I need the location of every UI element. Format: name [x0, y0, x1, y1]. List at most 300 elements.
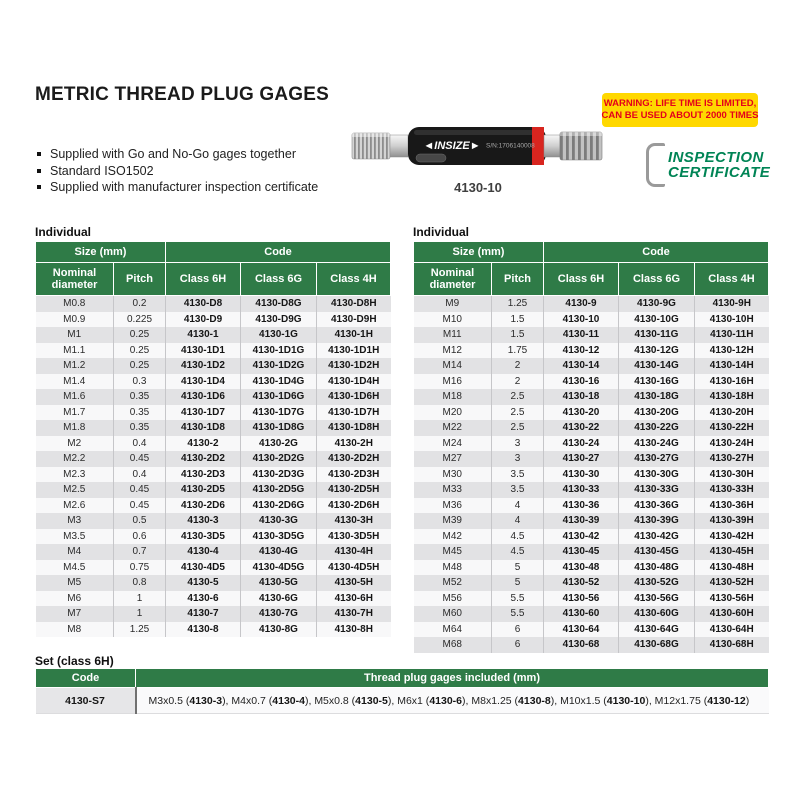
table-row: [414, 296, 769, 312]
cell-code: 4130-45H: [695, 544, 769, 560]
table-row: [36, 544, 391, 560]
cell-pitch: 0.35: [114, 420, 166, 436]
table-row: [36, 575, 391, 591]
cell-code: 4130-1D2H: [317, 358, 391, 374]
cell-code: 4130-18H: [695, 389, 769, 405]
table-row: [414, 467, 769, 483]
cell-nominal-diameter: M1: [36, 327, 114, 343]
table-row: [36, 622, 391, 638]
cell-code: 4130-36H: [695, 498, 769, 514]
cell-code: 4130-52: [544, 575, 619, 591]
cell-code: 4130-14H: [695, 358, 769, 374]
cell-code: 4130-D8G: [241, 296, 317, 312]
cell-pitch: 4.5: [492, 529, 544, 545]
table-row: [36, 343, 391, 359]
cell-nominal-diameter: M18: [414, 389, 492, 405]
cell-code: 4130-2G: [241, 436, 317, 452]
cell-code: 4130-18: [544, 389, 619, 405]
cell-code: 4130-24: [544, 436, 619, 452]
individual-table-right: [413, 241, 769, 653]
set-code-cell: 4130-S7: [36, 688, 136, 714]
cell-nominal-diameter: M16: [414, 374, 492, 390]
cell-pitch: 0.25: [114, 327, 166, 343]
cell-pitch: 5: [492, 575, 544, 591]
cell-code: 4130-20: [544, 405, 619, 421]
cell-code: 4130-2D2G: [241, 451, 317, 467]
cell-code: 4130-1D4: [166, 374, 241, 390]
table-row: [414, 374, 769, 390]
cell-code: 4130-8G: [241, 622, 317, 638]
set-content-cell: M3x0.5 (4130-3), M4x0.7 (4130-4), M5x0.8 (4130-5), M6x1 (4130-6), M8x1.25 (4130-8), M10x1.5 (4130-10), M12x1.75 (4130-12): [136, 688, 769, 714]
cell-code: 4130-30: [544, 467, 619, 483]
cell-code: 4130-33: [544, 482, 619, 498]
cell-code: 4130-1D7G: [241, 405, 317, 421]
cell-code: 4130-4H: [317, 544, 391, 560]
certificate-text: CERTIFICATE: [668, 164, 771, 181]
table-row: [414, 436, 769, 452]
cell-code: 4130-3H: [317, 513, 391, 529]
cell-code: 4130-30H: [695, 467, 769, 483]
cell-nominal-diameter: M1.4: [36, 374, 114, 390]
cell-code: 4130-2D5G: [241, 482, 317, 498]
section-label-set: Set (class 6H): [35, 654, 114, 668]
cell-pitch: 0.25: [114, 343, 166, 359]
feature-text: Standard ISO1502: [50, 163, 154, 178]
cell-code: 4130-56: [544, 591, 619, 607]
cell-code: 4130-10: [544, 312, 619, 328]
cell-code: 4130-48G: [619, 560, 695, 576]
cell-nominal-diameter: M33: [414, 482, 492, 498]
table-row: [36, 529, 391, 545]
cell-code: 4130-6H: [317, 591, 391, 607]
cell-nominal-diameter: M4.5: [36, 560, 114, 576]
cell-code: 4130-1D1H: [317, 343, 391, 359]
cell-code: 4130-16: [544, 374, 619, 390]
cell-nominal-diameter: M7: [36, 606, 114, 622]
cell-pitch: 3.5: [492, 482, 544, 498]
table-row: [36, 591, 391, 607]
cell-pitch: 1.5: [492, 327, 544, 343]
header-class-4h: Class 4H: [317, 263, 391, 296]
section-label-individual: Individual: [413, 225, 470, 239]
cell-nominal-diameter: M10: [414, 312, 492, 328]
cell-code: 4130-22G: [619, 420, 695, 436]
cell-nominal-diameter: M48: [414, 560, 492, 576]
table-row: [414, 420, 769, 436]
cell-code: 4130-39: [544, 513, 619, 529]
cell-nominal-diameter: M1.2: [36, 358, 114, 374]
table-row: [414, 343, 769, 359]
table-row: [414, 358, 769, 374]
cell-code: 4130-12: [544, 343, 619, 359]
cell-code: 4130-14G: [619, 358, 695, 374]
table-row: [36, 498, 391, 514]
cell-code: 4130-20H: [695, 405, 769, 421]
cell-nominal-diameter: M20: [414, 405, 492, 421]
cell-code: 4130-60H: [695, 606, 769, 622]
table-row: [414, 560, 769, 576]
cell-pitch: 0.6: [114, 529, 166, 545]
cell-pitch: 0.35: [114, 389, 166, 405]
cell-code: 4130-4: [166, 544, 241, 560]
cell-pitch: 6: [492, 637, 544, 653]
cell-nominal-diameter: M11: [414, 327, 492, 343]
cell-code: 4130-1D7H: [317, 405, 391, 421]
cell-pitch: 1.5: [492, 312, 544, 328]
cell-code: 4130-1D2G: [241, 358, 317, 374]
cell-code: 4130-64G: [619, 622, 695, 638]
table-row: [414, 544, 769, 560]
cell-code: 4130-2D6G: [241, 498, 317, 514]
cell-pitch: 0.4: [114, 436, 166, 452]
cell-pitch: 0.225: [114, 312, 166, 328]
cell-code: 4130-24G: [619, 436, 695, 452]
cell-nominal-diameter: M3.5: [36, 529, 114, 545]
cell-code: 4130-36G: [619, 498, 695, 514]
cell-nominal-diameter: M22: [414, 420, 492, 436]
cell-code: 4130-2D6H: [317, 498, 391, 514]
cell-nominal-diameter: M60: [414, 606, 492, 622]
table-row: [414, 405, 769, 421]
cell-code: 4130-12G: [619, 343, 695, 359]
header-class-6h: Class 6H: [544, 263, 619, 296]
table-row: [414, 451, 769, 467]
cell-code: 4130-1D1G: [241, 343, 317, 359]
feature-text: Supplied with Go and No-Go gages together: [50, 147, 296, 161]
cell-code: 4130-2D5: [166, 482, 241, 498]
cell-code: 4130-16H: [695, 374, 769, 390]
cell-nominal-diameter: M0.8: [36, 296, 114, 312]
cell-code: 4130-12H: [695, 343, 769, 359]
header-size-group: Size (mm): [414, 242, 544, 263]
cell-code: 4130-5: [166, 575, 241, 591]
cell-pitch: 1.25: [114, 622, 166, 638]
table-row: [36, 312, 391, 328]
feature-item: [37, 179, 318, 196]
brand-logo: ◄INSIZE►: [423, 140, 481, 152]
header-code-group: Code: [166, 242, 391, 263]
table-row: [414, 482, 769, 498]
cell-code: 4130-1D6H: [317, 389, 391, 405]
cell-code: 4130-D8H: [317, 296, 391, 312]
cell-code: 4130-1D8H: [317, 420, 391, 436]
cell-code: 4130-2D3: [166, 467, 241, 483]
cell-nominal-diameter: M0.9: [36, 312, 114, 328]
cell-code: 4130-4D5: [166, 560, 241, 576]
cell-pitch: 1: [114, 591, 166, 607]
cell-nominal-diameter: M2: [36, 436, 114, 452]
cell-nominal-diameter: M24: [414, 436, 492, 452]
table-row: [36, 606, 391, 622]
cell-code: 4130-48H: [695, 560, 769, 576]
table-row: [36, 296, 391, 312]
set-row: [36, 688, 769, 714]
section-label-individual: Individual: [35, 225, 92, 239]
cell-code: 4130-9: [544, 296, 619, 312]
cell-code: 4130-1D2: [166, 358, 241, 374]
cell-pitch: 0.7: [114, 544, 166, 560]
cell-code: 4130-8: [166, 622, 241, 638]
product-code-caption: 4130-10: [454, 180, 502, 195]
cell-code: 4130-2D2: [166, 451, 241, 467]
cell-code: 4130-3G: [241, 513, 317, 529]
cell-nominal-diameter: M68: [414, 637, 492, 653]
cell-code: 4130-D9H: [317, 312, 391, 328]
bullet-icon: [37, 185, 41, 189]
warning-line: CAN BE USED ABOUT 2000 TIMES: [601, 110, 759, 121]
header-size-group: Size (mm): [36, 242, 166, 263]
table-row: [414, 606, 769, 622]
cell-code: 4130-56G: [619, 591, 695, 607]
table-row: [36, 389, 391, 405]
cell-code: 4130-64: [544, 622, 619, 638]
cell-code: 4130-33G: [619, 482, 695, 498]
cell-pitch: 0.35: [114, 405, 166, 421]
cell-pitch: 2: [492, 358, 544, 374]
header-class-6g: Class 6G: [619, 263, 695, 296]
set-header-code: Code: [36, 669, 136, 688]
cell-code: 4130-27H: [695, 451, 769, 467]
cell-code: 4130-1: [166, 327, 241, 343]
feature-text: Supplied with manufacturer inspection certificate: [50, 180, 319, 194]
certificate-bracket-icon: [646, 143, 665, 187]
cell-code: 4130-42H: [695, 529, 769, 545]
cell-pitch: 3.5: [492, 467, 544, 483]
cell-code: 4130-2D3H: [317, 467, 391, 483]
table-row: [414, 591, 769, 607]
cell-code: 4130-60: [544, 606, 619, 622]
feature-item: [37, 163, 318, 180]
set-header-content: Thread plug gages included (mm): [136, 669, 769, 688]
header-class-6h: Class 6H: [166, 263, 241, 296]
cell-code: 4130-68H: [695, 637, 769, 653]
cell-code: 4130-3D5: [166, 529, 241, 545]
thread-plug-gage-image: [350, 106, 606, 170]
bullet-icon: [37, 169, 41, 173]
cell-pitch: 0.45: [114, 451, 166, 467]
cell-nominal-diameter: M3: [36, 513, 114, 529]
table-row: [36, 420, 391, 436]
cell-nominal-diameter: M4: [36, 544, 114, 560]
table-row: [36, 513, 391, 529]
table-row: [414, 575, 769, 591]
cell-code: 4130-2D3G: [241, 467, 317, 483]
cell-code: 4130-30G: [619, 467, 695, 483]
cell-code: 4130-39G: [619, 513, 695, 529]
cell-code: 4130-3D5H: [317, 529, 391, 545]
cell-nominal-diameter: M1.8: [36, 420, 114, 436]
cell-nominal-diameter: M39: [414, 513, 492, 529]
header-pitch: Pitch: [492, 263, 544, 296]
cell-code: 4130-5H: [317, 575, 391, 591]
cell-pitch: 0.25: [114, 358, 166, 374]
cell-code: 4130-68G: [619, 637, 695, 653]
cell-nominal-diameter: M14: [414, 358, 492, 374]
table-row: [36, 451, 391, 467]
cell-pitch: 0.3: [114, 374, 166, 390]
cell-code: 4130-33H: [695, 482, 769, 498]
cell-code: 4130-2D2H: [317, 451, 391, 467]
cell-nominal-diameter: M64: [414, 622, 492, 638]
cell-pitch: 1.75: [492, 343, 544, 359]
cell-nominal-diameter: M12: [414, 343, 492, 359]
cell-code: 4130-1G: [241, 327, 317, 343]
cell-pitch: 3: [492, 436, 544, 452]
cell-code: 4130-42: [544, 529, 619, 545]
cell-code: 4130-48: [544, 560, 619, 576]
cell-code: 4130-52H: [695, 575, 769, 591]
serial-number: S/N:1706140008: [486, 142, 535, 150]
cell-code: 4130-20G: [619, 405, 695, 421]
table-row: [36, 327, 391, 343]
cell-pitch: 4: [492, 513, 544, 529]
cell-code: 4130-7H: [317, 606, 391, 622]
cell-code: 4130-4G: [241, 544, 317, 560]
cell-pitch: 2.5: [492, 405, 544, 421]
page-title: METRIC THREAD PLUG GAGES: [35, 84, 330, 105]
cell-code: 4130-42G: [619, 529, 695, 545]
cell-code: 4130-11: [544, 327, 619, 343]
feature-item: [37, 146, 318, 163]
inspection-certificate-badge: [646, 143, 770, 187]
cell-code: 4130-6G: [241, 591, 317, 607]
cell-pitch: 1: [114, 606, 166, 622]
feature-list: [37, 146, 318, 196]
table-row: [414, 513, 769, 529]
cell-code: 4130-27: [544, 451, 619, 467]
cell-code: 4130-36: [544, 498, 619, 514]
cell-code: 4130-45: [544, 544, 619, 560]
bullet-icon: [37, 152, 41, 156]
cell-code: 4130-22H: [695, 420, 769, 436]
cell-code: 4130-27G: [619, 451, 695, 467]
cell-nominal-diameter: M6: [36, 591, 114, 607]
cell-code: 4130-6: [166, 591, 241, 607]
cell-pitch: 2.5: [492, 389, 544, 405]
cell-nominal-diameter: M42: [414, 529, 492, 545]
cell-pitch: 4: [492, 498, 544, 514]
cell-code: 4130-10H: [695, 312, 769, 328]
cell-pitch: 0.75: [114, 560, 166, 576]
table-row: [414, 498, 769, 514]
cell-code: 4130-52G: [619, 575, 695, 591]
cell-code: 4130-39H: [695, 513, 769, 529]
header-class-4h: Class 4H: [695, 263, 769, 296]
cell-code: 4130-2H: [317, 436, 391, 452]
cell-nominal-diameter: M30: [414, 467, 492, 483]
cell-code: 4130-1H: [317, 327, 391, 343]
cell-code: 4130-68: [544, 637, 619, 653]
cell-code: 4130-4D5H: [317, 560, 391, 576]
cell-code: 4130-64H: [695, 622, 769, 638]
cell-code: 4130-1D4G: [241, 374, 317, 390]
cell-pitch: 6: [492, 622, 544, 638]
cell-pitch: 5.5: [492, 606, 544, 622]
cell-nominal-diameter: M56: [414, 591, 492, 607]
cell-code: 4130-14: [544, 358, 619, 374]
cell-nominal-diameter: M2.5: [36, 482, 114, 498]
cell-nominal-diameter: M36: [414, 498, 492, 514]
table-row: [36, 467, 391, 483]
cell-code: 4130-56H: [695, 591, 769, 607]
table-row: [414, 622, 769, 638]
cell-code: 4130-2: [166, 436, 241, 452]
cell-code: 4130-1D8: [166, 420, 241, 436]
cell-pitch: 0.45: [114, 498, 166, 514]
cell-code: 4130-22: [544, 420, 619, 436]
cell-pitch: 2: [492, 374, 544, 390]
table-row: [414, 529, 769, 545]
cell-nominal-diameter: M1.1: [36, 343, 114, 359]
cell-pitch: 0.45: [114, 482, 166, 498]
cell-pitch: 1.25: [492, 296, 544, 312]
table-row: [36, 358, 391, 374]
table-row: [36, 560, 391, 576]
cell-code: 4130-11H: [695, 327, 769, 343]
table-row: [36, 482, 391, 498]
cell-code: 4130-D9: [166, 312, 241, 328]
table-row: [414, 389, 769, 405]
header-class-6g: Class 6G: [241, 263, 317, 296]
warning-label: [602, 93, 758, 127]
warning-line: WARNING: LIFE TIME IS LIMITED,: [603, 98, 757, 109]
cell-code: 4130-10G: [619, 312, 695, 328]
cell-nominal-diameter: M52: [414, 575, 492, 591]
cell-code: 4130-5G: [241, 575, 317, 591]
cell-pitch: 0.4: [114, 467, 166, 483]
cell-code: 4130-9H: [695, 296, 769, 312]
table-row: [36, 405, 391, 421]
table-row: [36, 374, 391, 390]
cell-pitch: 5: [492, 560, 544, 576]
table-row: [414, 312, 769, 328]
cell-nominal-diameter: M45: [414, 544, 492, 560]
cell-nominal-diameter: M1.6: [36, 389, 114, 405]
cell-code: 4130-60G: [619, 606, 695, 622]
cell-code: 4130-1D8G: [241, 420, 317, 436]
cell-code: 4130-1D1: [166, 343, 241, 359]
cell-code: 4130-3D5G: [241, 529, 317, 545]
cell-nominal-diameter: M1.7: [36, 405, 114, 421]
cell-code: 4130-11G: [619, 327, 695, 343]
cell-nominal-diameter: M2.6: [36, 498, 114, 514]
cell-code: 4130-24H: [695, 436, 769, 452]
cell-code: 4130-45G: [619, 544, 695, 560]
cell-pitch: 0.2: [114, 296, 166, 312]
cell-code: 4130-2D5H: [317, 482, 391, 498]
cell-code: 4130-9G: [619, 296, 695, 312]
table-row: [414, 637, 769, 653]
cell-code: 4130-D9G: [241, 312, 317, 328]
cell-code: 4130-4D5G: [241, 560, 317, 576]
table-row: [36, 436, 391, 452]
header-code-group: Code: [544, 242, 769, 263]
set-table: [35, 668, 769, 714]
cell-pitch: 0.8: [114, 575, 166, 591]
cell-nominal-diameter: M2.2: [36, 451, 114, 467]
cell-code: 4130-18G: [619, 389, 695, 405]
certificate-text: INSPECTION: [668, 149, 764, 166]
cell-code: 4130-7G: [241, 606, 317, 622]
cell-code: 4130-1D7: [166, 405, 241, 421]
cell-pitch: 5.5: [492, 591, 544, 607]
cell-nominal-diameter: M2.3: [36, 467, 114, 483]
table-row: [414, 327, 769, 343]
cell-nominal-diameter: M5: [36, 575, 114, 591]
cell-nominal-diameter: M8: [36, 622, 114, 638]
cell-code: 4130-2D6: [166, 498, 241, 514]
individual-table-left: [35, 241, 391, 637]
